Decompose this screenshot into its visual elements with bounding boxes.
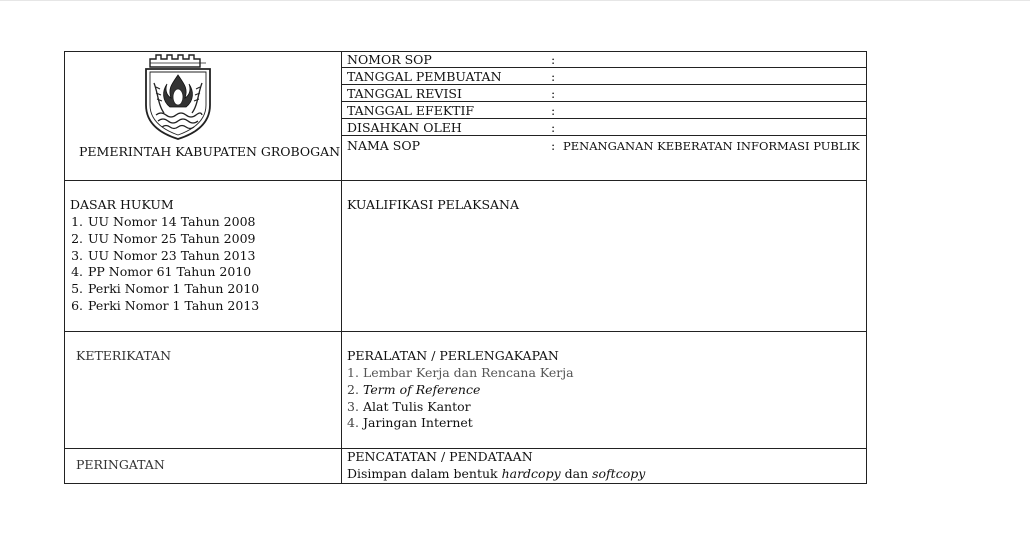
section-divider (65, 331, 866, 332)
dasar-hukum-title: DASAR HUKUM (70, 197, 174, 212)
sop-document-table (64, 51, 867, 484)
list-item: 3. UU Nomor 23 Tahun 2013 (71, 247, 256, 263)
section-divider (65, 180, 866, 181)
nomor-sop-label: NOMOR SOP (347, 52, 432, 67)
nama-sop-colon: : (551, 138, 556, 153)
nama-sop-label: NAMA SOP (347, 138, 420, 153)
peralatan-title: PERALATAN / PERLENGAKAPAN (347, 348, 559, 363)
page-top-border (0, 0, 1030, 1)
tanggal-revisi-label: TANGGAL REVISI (347, 86, 462, 101)
institution-name: PEMERINTAH KABUPATEN GROBOGAN (79, 144, 341, 159)
dasar-hukum-list (65, 214, 259, 315)
list-item: 3. Alat Tulis Kantor (347, 398, 471, 414)
keterikatan-title: KETERIKATAN (76, 348, 172, 363)
grobogan-coat-of-arms-icon (140, 53, 216, 141)
list-item: 1. UU Nomor 14 Tahun 2008 (71, 214, 256, 229)
tanggal-efektif-colon: : (551, 103, 556, 118)
disahkan-oleh-colon: : (551, 120, 556, 135)
column-divider (341, 52, 342, 483)
tanggal-pembuatan-label: TANGGAL PEMBUATAN (347, 69, 502, 84)
peringatan-title: PERINGATAN (76, 457, 165, 472)
disahkan-oleh-label: DISAHKAN OLEH (347, 120, 462, 135)
kualifikasi-pelaksana-title: KUALIFIKASI PELAKSANA (347, 197, 520, 212)
list-item: 5. Perki Nomor 1 Tahun 2010 (71, 281, 260, 297)
pencatatan-text: Disimpan dalam bentuk hardcopy dan softcopy (347, 466, 646, 481)
list-item: 2. Term of Reference (347, 381, 481, 397)
tanggal-efektif-label: TANGGAL EFEKTIF (347, 103, 475, 118)
pencatatan-title: PENCATATAN / PENDATAAN (347, 449, 533, 464)
list-item: 2. UU Nomor 25 Tahun 2009 (71, 230, 256, 246)
nama-sop-value: PENANGANAN KEBERATAN INFORMASI PUBLIK (563, 139, 860, 153)
list-item: 1. Lembar Kerja dan Rencana Kerja (347, 365, 574, 380)
tanggal-revisi-colon: : (551, 86, 556, 101)
list-item: 6. Perki Nomor 1 Tahun 2013 (71, 297, 260, 313)
list-item: 4. Jaringan Internet (347, 415, 473, 431)
peralatan-list (347, 365, 574, 432)
list-item: 4. PP Nomor 61 Tahun 2010 (71, 264, 252, 280)
tanggal-pembuatan-colon: : (551, 69, 556, 84)
nomor-sop-colon: : (551, 52, 556, 67)
